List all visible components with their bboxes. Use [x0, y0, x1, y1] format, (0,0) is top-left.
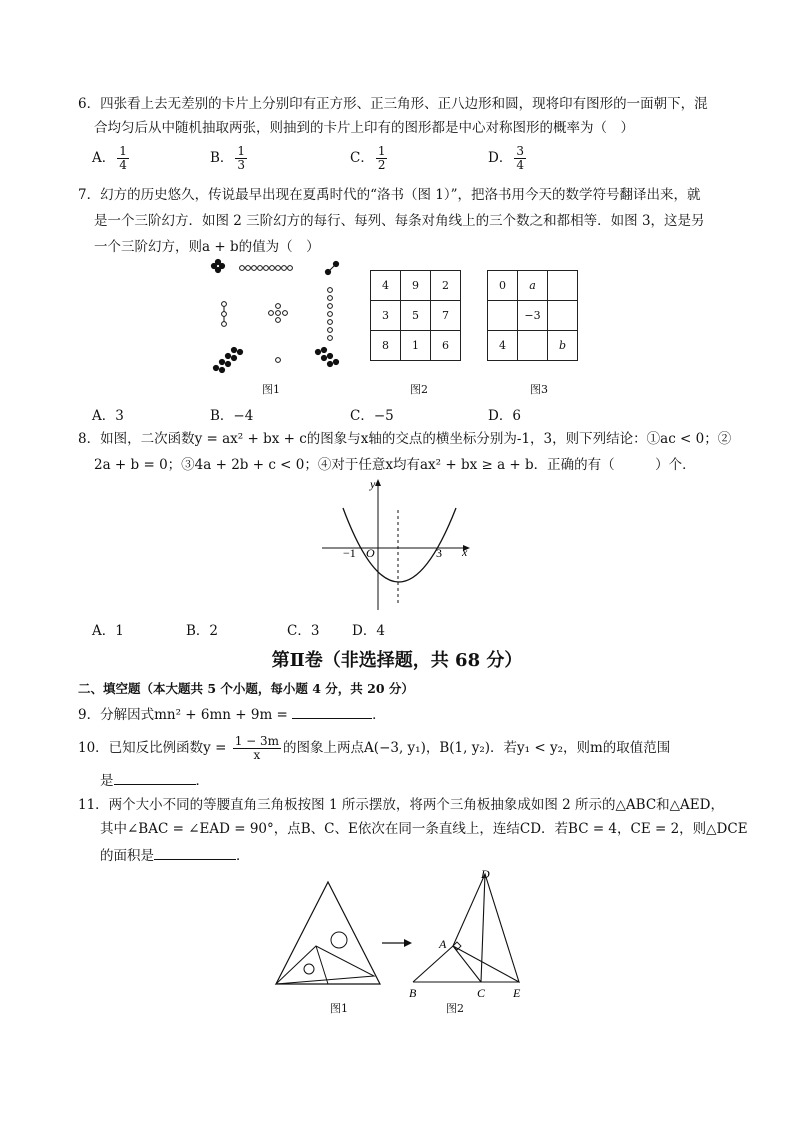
grid-cell: 5	[401, 301, 431, 331]
grid-cell: 0	[488, 271, 518, 301]
label-a: A	[439, 937, 447, 951]
q7-option-a[interactable]: A．3	[92, 408, 124, 424]
q8-option-c[interactable]: C．3	[287, 623, 320, 639]
grid-cell	[548, 271, 578, 301]
grid-cell: −3	[518, 301, 548, 331]
grid-cell	[488, 301, 518, 331]
triangle-boards-fig1	[270, 880, 386, 988]
grid-cell: 6	[431, 331, 461, 361]
q7-option-b[interactable]: B．−4	[210, 408, 254, 424]
q8-option-b[interactable]: B．2	[186, 623, 219, 639]
label-c: C	[477, 986, 486, 1000]
grid-cell	[518, 331, 548, 361]
q7-line3: 一个三阶幻方，则a + b的值为（ ）	[94, 239, 320, 255]
grid-cell: 2	[431, 271, 461, 301]
q8-line1: 8．如图，二次函数y = ax² + bx + c的图象与x轴的交点的横坐标分别为-1，3，则下列结论：①ac < 0；②	[78, 431, 732, 447]
q10-line2: 是 ．	[100, 770, 209, 790]
grid-cell: 1	[401, 331, 431, 361]
luoshu-figure	[210, 258, 350, 378]
q7-option-d[interactable]: D．6	[488, 408, 521, 424]
section-title: 第Ⅱ卷（非选择题，共 68 分）	[271, 650, 523, 671]
triangle-fig2	[405, 866, 535, 1002]
grid-cell: b	[548, 331, 578, 361]
q10-line1: 10．已知反比例函数y = $\frac{1 - 3m}{x}$ 的图象上两点A(−3, y₁)，B(1, y₂)．若y₁ < y₂，则m的取值范围	[78, 734, 671, 762]
q8-line2: 2a + b = 0；③4a + 2b + c < 0；④对于任意x均有ax² + bx ≥ a + b．正确的有（ ）个．	[94, 457, 696, 473]
grid-cell: 4	[371, 271, 401, 301]
q9-answer-blank[interactable]	[292, 704, 372, 719]
q11-fig1-caption: 图1	[330, 1002, 348, 1015]
magic-square-fig3	[487, 270, 578, 361]
q7-option-c[interactable]: C．−5	[350, 408, 394, 424]
label-d: D	[481, 867, 490, 881]
origin-label: O	[366, 546, 375, 560]
three-label: 3	[436, 546, 442, 560]
q11-line2: 其中∠BAC = ∠EAD = 90°，点B、C、E依次在同一条直线上，连结CD．若BC = 4，CE = 2，则△DCE	[100, 821, 748, 837]
q6-option-a[interactable]: A． $\frac{1}{4}$	[92, 144, 127, 172]
q6-option-c[interactable]: C． $\frac{1}{2}$	[350, 144, 386, 172]
neg1-label: −1	[343, 546, 356, 560]
q6-option-d[interactable]: D． $\frac{3}{4}$	[488, 144, 524, 172]
grid-cell: a	[518, 271, 548, 301]
fig2-caption: 图2	[410, 383, 428, 396]
q6-line1: 6．四张看上去无差别的卡片上分别印有正方形、正三角形、正八边形和圆，现将印有图形的一面朝下，混	[78, 96, 708, 112]
fill-in-header: 二、填空题（本大题共 5 个小题，每小题 4 分，共 20 分）	[78, 681, 414, 696]
label-b: B	[409, 986, 417, 1000]
fig1-caption: 图1	[262, 383, 280, 396]
label-e: E	[513, 986, 521, 1000]
q11-fig2-caption: 图2	[446, 1002, 464, 1015]
grid-cell: 4	[488, 331, 518, 361]
grid-cell: 8	[371, 331, 401, 361]
q11-answer-blank[interactable]	[154, 845, 236, 860]
grid-cell: 7	[431, 301, 461, 331]
parabola-curve	[343, 508, 456, 582]
x-label: x	[462, 545, 468, 559]
q6-option-b[interactable]: B． $\frac{1}{3}$	[210, 144, 246, 172]
fig3-caption: 图3	[530, 383, 548, 396]
q8-option-d[interactable]: D．4	[352, 623, 385, 639]
q10-answer-blank[interactable]	[114, 770, 196, 785]
magic-square-fig2	[370, 270, 461, 361]
q11-line1: 11．两个大小不同的等腰直角三角板按图 1 所示摆放，将两个三角板抽象成如图 2 所示的△ABC和△AED，	[78, 797, 724, 813]
q6-line2: 合均匀后从中随机抽取两张，则抽到的卡片上印有的图形都是中心对称图形的概率为（ ）	[94, 120, 634, 136]
q9: 9．分解因式mn² + 6mn + 9m = ．	[78, 704, 386, 724]
q7-line2: 是一个三阶幻方．如图 2 三阶幻方的每行、每列、每条对角线上的三个数之和都相等．如图 3，这是另	[94, 213, 705, 229]
y-label: y	[370, 477, 376, 491]
grid-cell	[548, 301, 578, 331]
q7-line1: 7．幻方的历史悠久，传说最早出现在夏禹时代的“洛书（图 1）”，把洛书用今天的数学符号翻译出来，就	[78, 187, 701, 203]
grid-cell: 3	[371, 301, 401, 331]
parabola-graph	[318, 474, 478, 614]
grid-cell: 9	[401, 271, 431, 301]
q11-line3: 的面积是 ．	[100, 845, 250, 865]
q8-option-a[interactable]: A．1	[92, 623, 124, 639]
